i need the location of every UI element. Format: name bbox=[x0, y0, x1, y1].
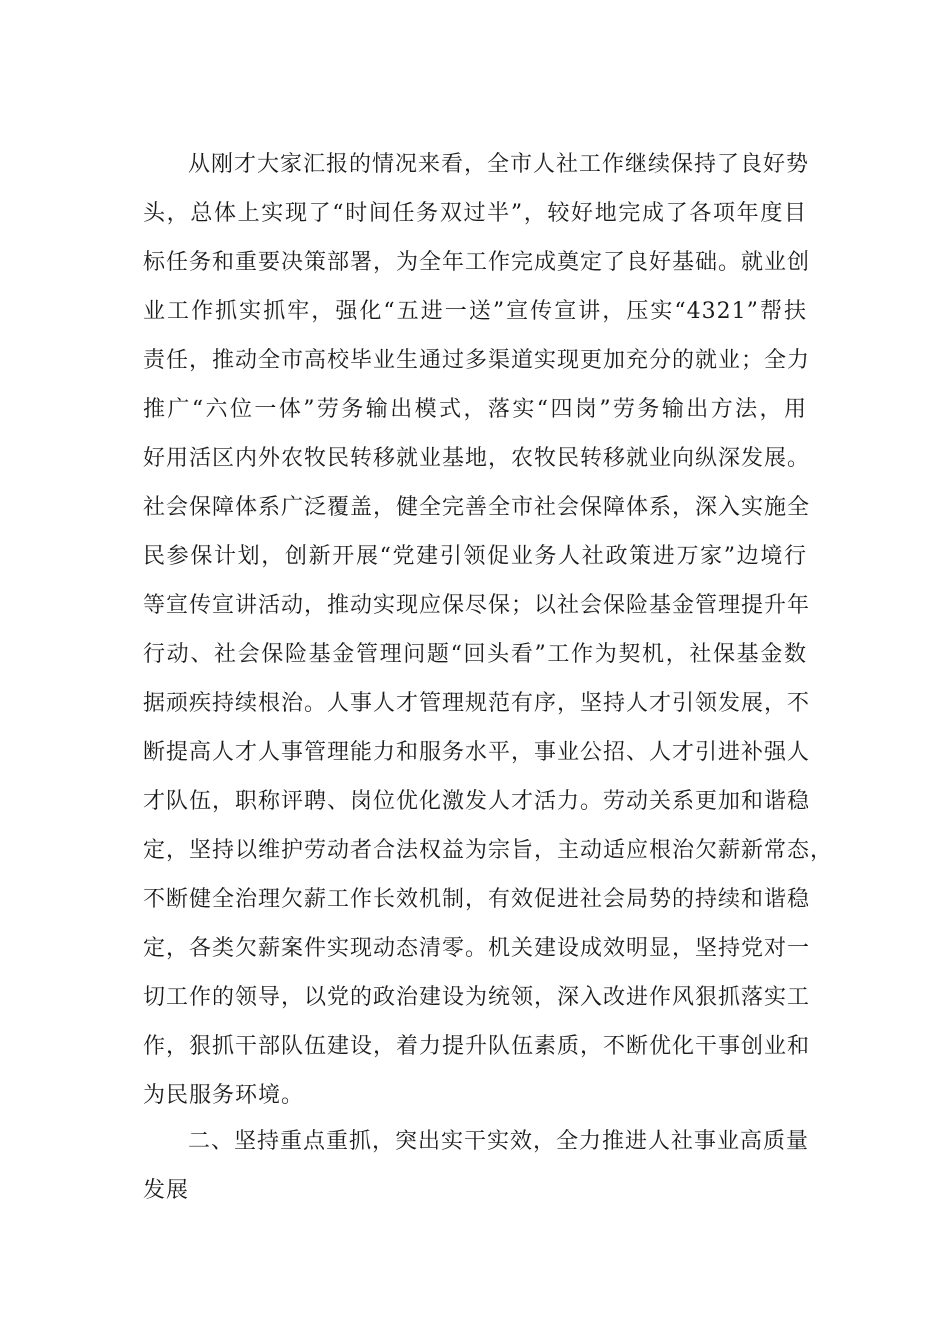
text-line: 才队伍，职称评聘、岗位优化激发人才活力。劳动关系更加和谐稳 bbox=[143, 789, 811, 814]
text-line: 头，总体上实现了“时间任务双过半”，较好地完成了各项年度目 bbox=[143, 201, 807, 226]
section-heading bbox=[143, 1117, 810, 1215]
body-paragraph bbox=[143, 140, 834, 1120]
text-line: 行动、社会保险基金管理问题“回头看”工作为契机，社保基金数 bbox=[143, 642, 807, 667]
text-line: 推广“六位一体”劳务输出模式，落实“四岗”劳务输出方法，用 bbox=[143, 397, 807, 422]
text-line: 作，狠抓干部队伍建设，着力提升队伍素质，不断优化干事创业和 bbox=[143, 1034, 811, 1059]
text-line: 断提高人才人事管理能力和服务水平，事业公招、人才引进补强人 bbox=[143, 740, 811, 765]
text-line: 标任务和重要决策部署，为全年工作完成奠定了良好基础。就业创 bbox=[143, 250, 811, 275]
text-line: 从刚才大家汇报的情况来看，全市人社工作继续保持了良好势 bbox=[188, 152, 810, 177]
text-line: 不断健全治理欠薪工作长效机制，有效促进社会局势的持续和谐稳 bbox=[143, 887, 811, 912]
heading-line: 二、坚持重点重抓，突出实干实效，全力推进人社事业高质量 bbox=[188, 1129, 810, 1154]
text-line: 定，各类欠薪案件实现动态清零。机关建设成效明显，坚持党对一 bbox=[143, 936, 811, 961]
text-line: 业工作抓实抓牢，强化“五进一送”宣传宣讲，压实“4321”帮扶 bbox=[143, 299, 807, 324]
text-line: 等宣传宣讲活动，推动实现应保尽保；以社会保险基金管理提升年 bbox=[143, 593, 811, 618]
text-line: 民参保计划，创新开展“党建引领促业务人社政策进万家”边境行 bbox=[143, 544, 807, 569]
heading-line: 发展 bbox=[143, 1178, 190, 1203]
text-line: 定，坚持以维护劳动者合法权益为宗旨，主动适应根治欠薪新常态， bbox=[143, 838, 834, 863]
text-line: 切工作的领导，以党的政治建设为统领，深入改进作风狠抓落实工 bbox=[143, 985, 811, 1010]
text-line: 为民服务环境。 bbox=[143, 1083, 305, 1108]
text-line: 社会保障体系广泛覆盖，健全完善全市社会保障体系，深入实施全 bbox=[143, 495, 811, 520]
text-line: 责任，推动全市高校毕业生通过多渠道实现更加充分的就业；全力 bbox=[143, 348, 811, 373]
text-line: 好用活区内外农牧民转移就业基地，农牧民转移就业向纵深发展。 bbox=[143, 446, 811, 471]
text-line: 据顽疾持续根治。人事人才管理规范有序，坚持人才引领发展，不 bbox=[143, 691, 811, 716]
